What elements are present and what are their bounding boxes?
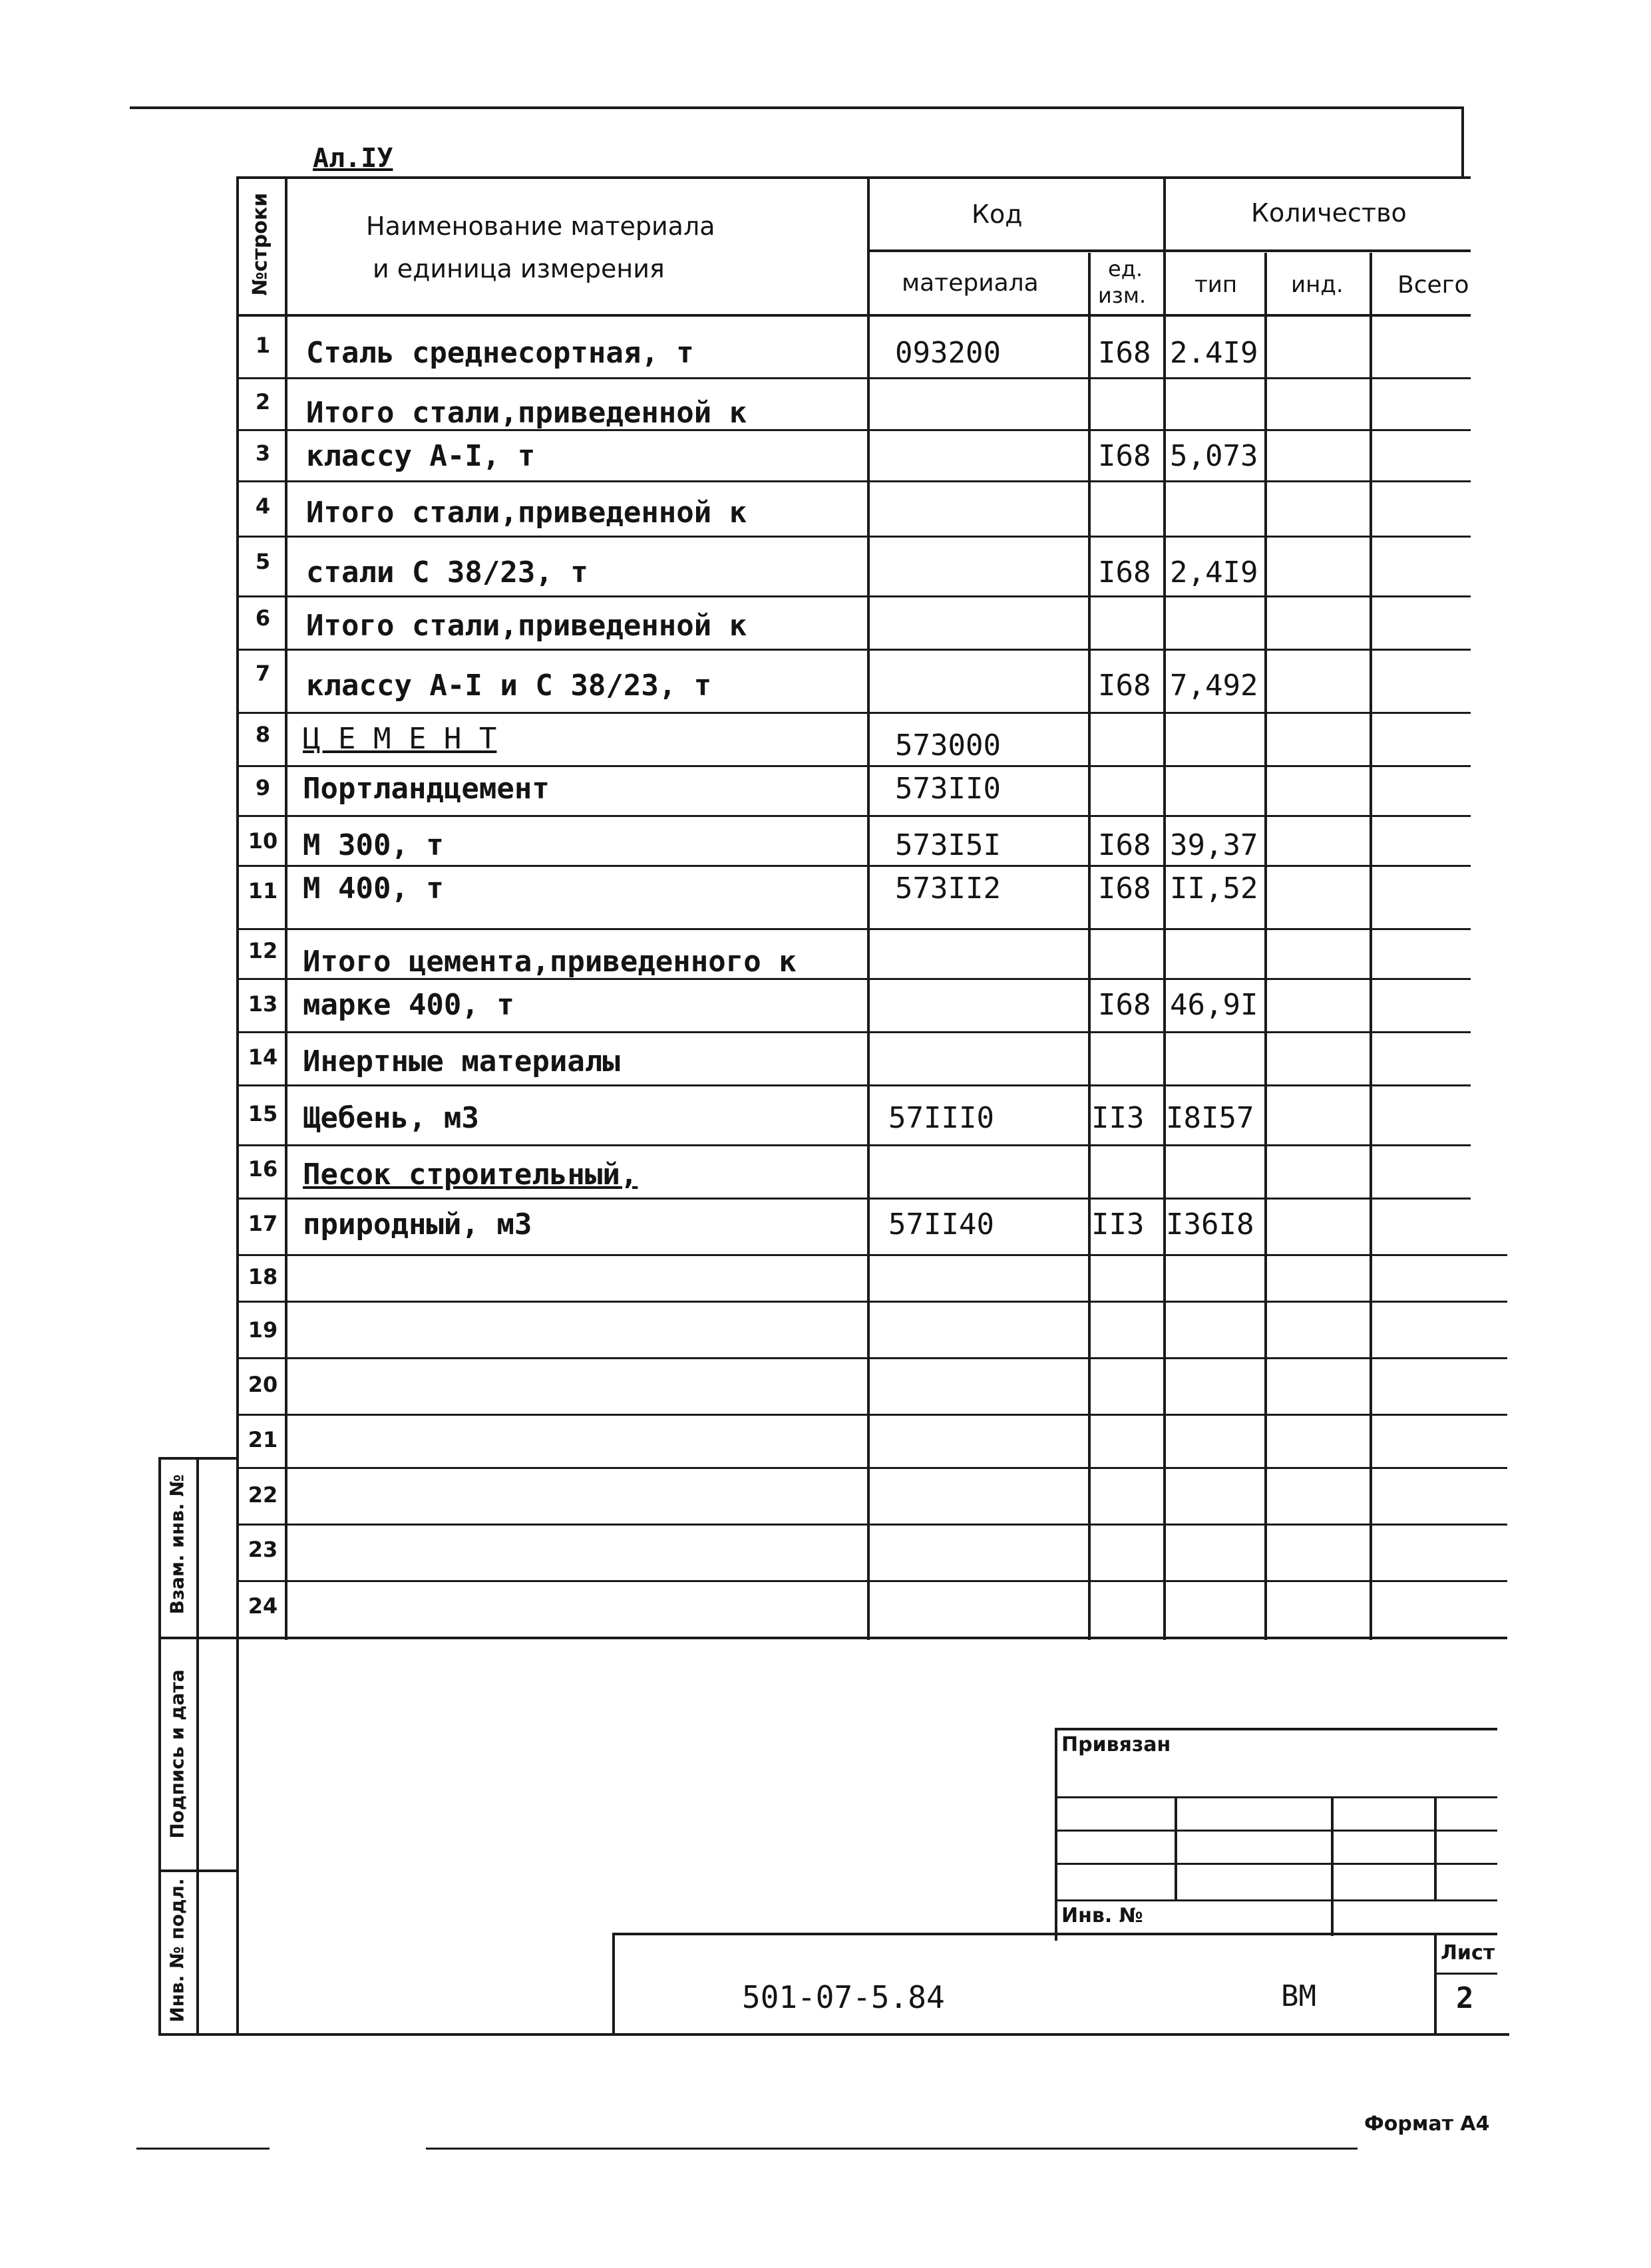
row-code: 093200 [895, 336, 1001, 370]
stamp-mid-border [196, 1457, 199, 2036]
titleblock-col-line [1331, 1796, 1334, 1936]
header-bottom-line [236, 314, 1471, 317]
header-mid-line [867, 249, 1471, 252]
header-unit-2: изм. [1098, 283, 1147, 308]
row-code: 573II2 [895, 872, 1001, 905]
row-line [236, 1524, 1507, 1526]
row-line [236, 1254, 1507, 1256]
row-line [236, 865, 1471, 867]
row-code: 573I5I [895, 828, 1001, 862]
header-row-no: №строки [248, 192, 272, 296]
row-number: 7 [255, 661, 271, 686]
bottom-border-line-left [136, 2148, 270, 2150]
row-type: 2,4I9 [1170, 556, 1258, 589]
format-label: Формат А4 [1364, 2112, 1490, 2136]
table-left-border [236, 176, 239, 1640]
titleblock-col-line [1434, 1796, 1437, 1899]
row-number: 5 [255, 549, 271, 574]
header-ind: инд. [1291, 271, 1344, 298]
row-line [236, 765, 1471, 767]
row-number: 1 [255, 333, 271, 358]
doc-frame-list-border [1434, 1933, 1437, 2036]
row-number: 23 [248, 1537, 278, 1562]
row-unit: I68 [1098, 872, 1151, 905]
stamp-left-border [158, 1457, 161, 2036]
row-number: 3 [255, 440, 271, 466]
row-code: 573II0 [895, 772, 1001, 806]
row-unit: I68 [1098, 828, 1151, 862]
titleblock-row-line [1055, 1863, 1497, 1865]
row-number: 14 [248, 1045, 278, 1070]
row-line [236, 1031, 1471, 1033]
row-unit: I68 [1098, 669, 1151, 703]
col-name-border [867, 176, 870, 1640]
row-number: 9 [255, 775, 271, 800]
header-name-line1: Наименование материала [366, 212, 715, 241]
stamp-podpis: Подпись и дата [166, 1669, 188, 1839]
row-line [236, 1084, 1471, 1086]
row-name: Итого стали,приведенной к [306, 396, 747, 430]
col-unit-border [1163, 176, 1166, 1640]
table-bottom-line [236, 1637, 1507, 1639]
row-number: 13 [248, 991, 278, 1017]
row-unit: I68 [1098, 556, 1151, 589]
titleblock-inv-no: Инв. № [1061, 1904, 1143, 1927]
row-type: 7,492 [1170, 669, 1258, 703]
titleblock-row-line [1055, 1899, 1497, 1901]
row-type: II,52 [1170, 872, 1258, 905]
row-unit: I68 [1098, 439, 1151, 473]
row-code: 57III0 [888, 1101, 994, 1135]
row-number: 15 [248, 1101, 278, 1126]
row-line [236, 1467, 1507, 1469]
header-type: тип [1194, 271, 1238, 298]
row-type: 5,073 [1170, 439, 1258, 473]
row-type: I36I8 [1166, 1208, 1254, 1241]
page-left-lower-border [236, 1637, 239, 2036]
row-name: марке 400, т [303, 988, 514, 1022]
row-line [236, 1198, 1471, 1200]
header-code: Код [972, 200, 1023, 229]
row-line [236, 480, 1471, 482]
header-material: материала [902, 269, 1039, 297]
row-line [236, 1144, 1471, 1146]
row-name: природный, м3 [303, 1208, 532, 1241]
row-name: Портландцемент [303, 772, 550, 806]
row-unit: I68 [1098, 988, 1151, 1022]
row-line [236, 815, 1471, 817]
header-unit-1: ед. [1108, 256, 1143, 281]
row-number: 19 [248, 1317, 278, 1343]
doc-frame-left [612, 1933, 615, 2036]
row-code: 573000 [895, 729, 1001, 762]
row-name: М 400, т [303, 872, 444, 905]
row-unit: II3 [1091, 1208, 1145, 1241]
header-total: Всего [1397, 271, 1469, 299]
titleblock-col-line [1175, 1796, 1177, 1899]
doc-frame-list-line [1434, 1973, 1497, 1975]
row-line [236, 712, 1471, 714]
row-name: Итого стали,приведенной к [306, 496, 747, 530]
row-line [236, 536, 1471, 538]
sheet-label: Ал.IУ [313, 143, 393, 174]
row-unit: I68 [1098, 336, 1151, 370]
row-code: 57II40 [888, 1208, 994, 1241]
row-line [236, 1414, 1507, 1416]
row-number: 10 [248, 828, 278, 854]
titleblock-row-line [1055, 1830, 1497, 1832]
row-number: 12 [248, 938, 278, 963]
row-name: классу А-I и С 38/23, т [306, 669, 712, 703]
titleblock-top-line [1055, 1728, 1497, 1730]
top-right-tick [1461, 106, 1464, 176]
stamp-line-1 [158, 1637, 238, 1639]
row-line [236, 649, 1471, 651]
row-name: М 300, т [303, 828, 444, 862]
doc-frame-top [612, 1933, 1497, 1935]
row-name: Песок строительный, [303, 1158, 638, 1192]
row-name: Итого цемента,приведенного к [303, 945, 797, 979]
row-number: 4 [255, 494, 271, 519]
row-number: 16 [248, 1156, 278, 1182]
row-name: Сталь среднесортная, т [306, 336, 694, 370]
row-line [236, 1580, 1507, 1582]
row-name: Щебень, м3 [303, 1101, 479, 1135]
list-label: Лист [1441, 1941, 1495, 1965]
row-number: 6 [255, 605, 271, 631]
row-line [236, 928, 1471, 930]
row-number: 21 [248, 1427, 278, 1452]
row-number: 2 [255, 389, 271, 414]
row-name: Итого стали,приведенной к [306, 609, 747, 643]
row-number: 24 [248, 1593, 278, 1619]
row-line [236, 377, 1471, 379]
col-type-border [1264, 253, 1267, 1640]
header-quantity: Количество [1251, 198, 1407, 228]
row-number: 8 [255, 722, 271, 747]
row-name: стали С 38/23, т [306, 556, 588, 589]
header-name-line2: и единица измерения [373, 254, 665, 283]
stamp-vzam: Взам. инв. № [166, 1474, 188, 1615]
col-ind-border [1370, 253, 1372, 1640]
top-border-line [130, 106, 1464, 109]
row-name: Инертные материалы [303, 1045, 620, 1078]
bottom-border-line-right [426, 2148, 1358, 2150]
doc-code: 501-07-5.84 [742, 1979, 945, 2015]
titleblock-left-border [1055, 1728, 1057, 1941]
row-number: 18 [248, 1264, 278, 1289]
row-type: 39,37 [1170, 828, 1258, 862]
stamp-inv-podl: Инв. № подл. [166, 1878, 188, 2023]
row-type: 46,9I [1170, 988, 1258, 1022]
row-number: 17 [248, 1211, 278, 1236]
row-number: 20 [248, 1372, 278, 1397]
col-code-border [1088, 253, 1091, 1640]
row-number: 22 [248, 1482, 278, 1508]
page-bottom-line [158, 2033, 1509, 2036]
doc-mark: ВМ [1281, 1979, 1316, 2013]
titleblock-row-line [1055, 1796, 1497, 1798]
row-line [236, 1357, 1507, 1359]
row-line [236, 595, 1471, 597]
list-number: 2 [1456, 1981, 1474, 2015]
row-line [236, 1301, 1507, 1303]
row-name: классу А-I, т [306, 439, 536, 473]
row-number: 11 [248, 878, 278, 903]
row-unit: II3 [1091, 1101, 1145, 1135]
stamp-top-line [158, 1457, 238, 1460]
table-top-border [236, 176, 1471, 179]
titleblock-privyazan: Привязан [1061, 1733, 1171, 1756]
row-type: 2.4I9 [1170, 336, 1258, 370]
row-name: Ц Е М Е Н Т [303, 722, 497, 756]
row-type: I8I57 [1166, 1101, 1254, 1135]
